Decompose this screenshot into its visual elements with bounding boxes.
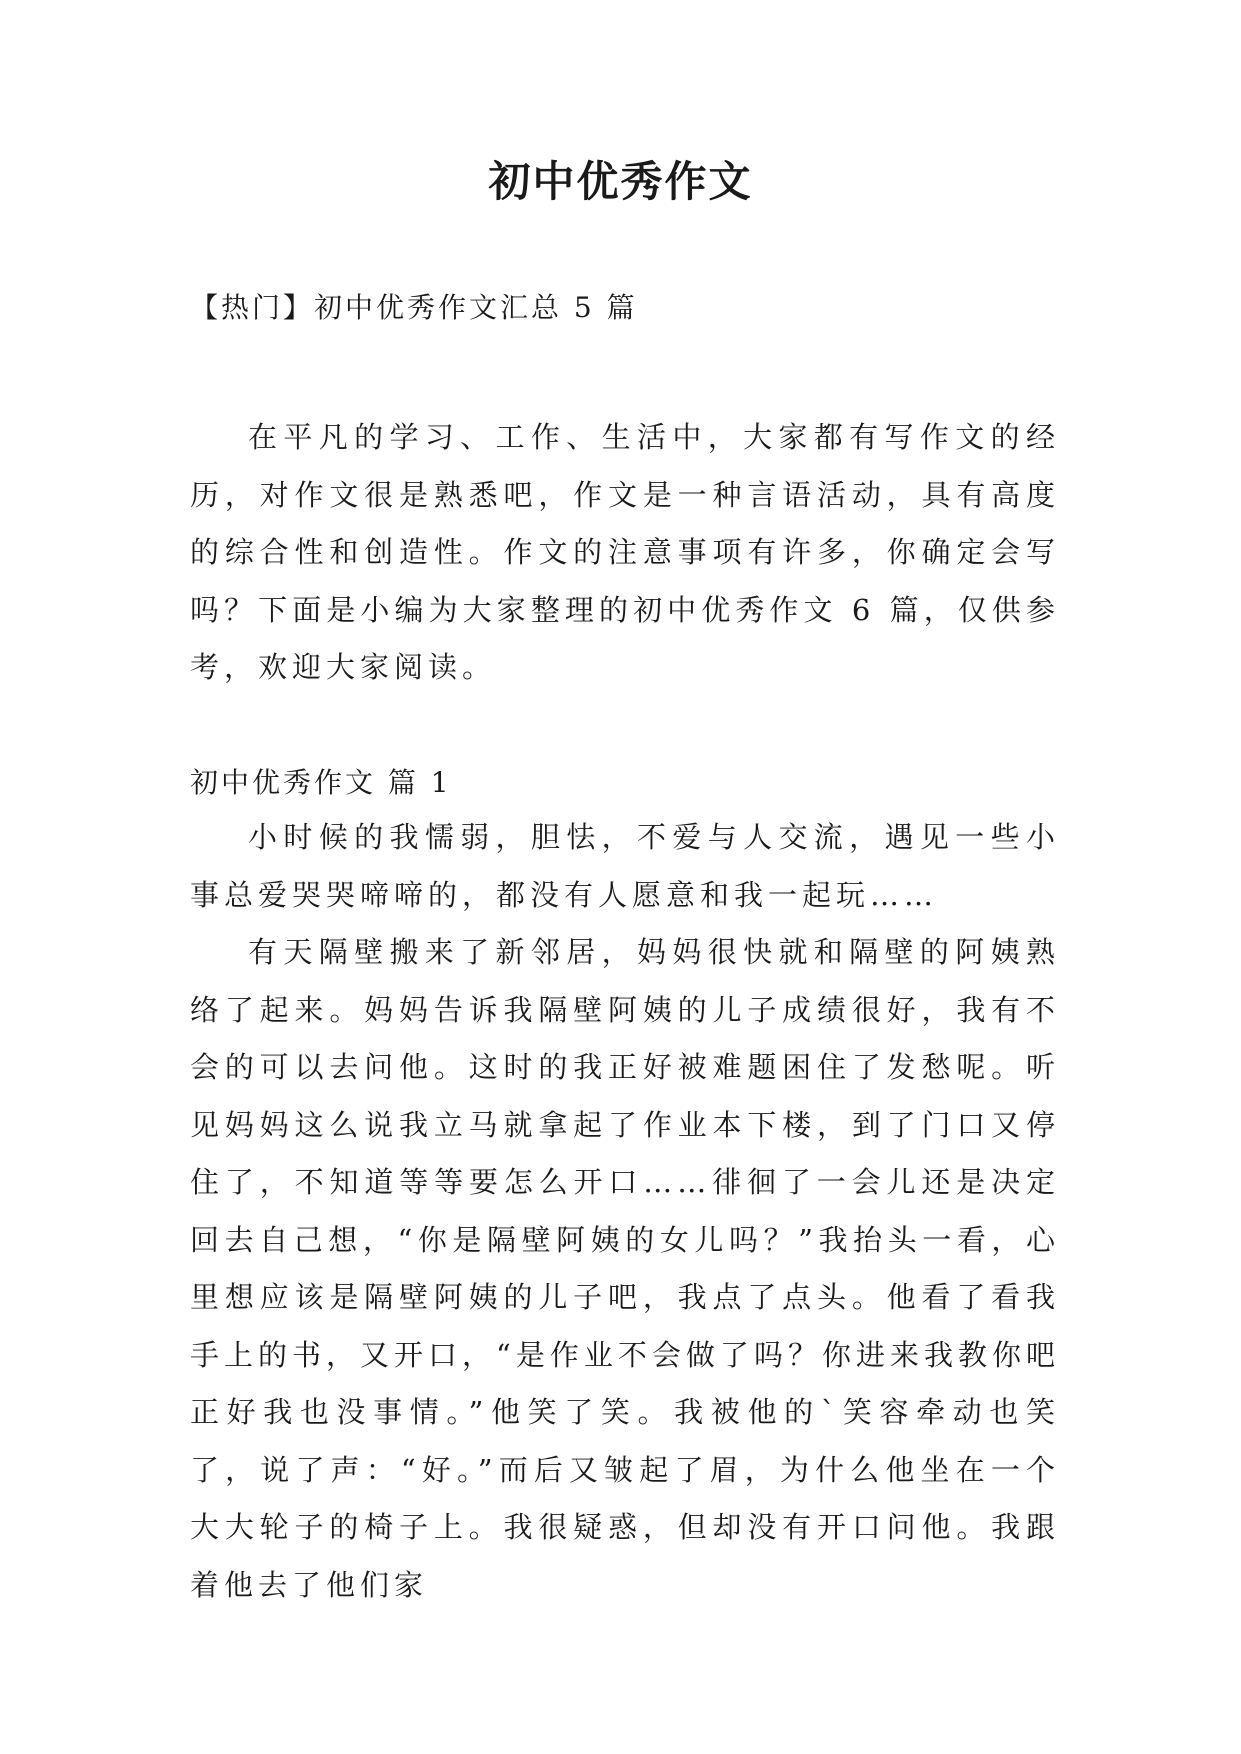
section-heading: 初中优秀作文 篇 1 [190,766,452,799]
intro-paragraph: 在平凡的学习、工作、生活中，大家都有写作文的经历，对作文很是熟悉吧，作文是一种言语活动，具有高度的综合性和创造性。作文的注意事项有许多，你确定会写吗？下面是小编为大家整理的初中优秀作文 6 篇，仅供参考，欢迎大家阅读。 [190,420,1060,684]
essay-paragraph-1: 小时候的我懦弱，胆怯，不爱与人交流，遇见一些小事总爱哭哭啼啼的，都没有人愿意和我一起玩…… [190,820,1060,912]
document-subtitle: 【热门】初中优秀作文汇总 5 篇 [190,291,638,324]
essay-paragraph-2: 有天隔壁搬来了新邻居，妈妈很快就和隔壁的阿姨熟络了起来。妈妈告诉我隔壁阿姨的儿子成绩很好，我有不会的可以去问他。这时的我正好被难题困住了发愁呢。听见妈妈这么说我立马就拿起了作业本下楼，到了门口又停住了，不知道等等要怎么开口……徘徊了一会儿还是决定回去自己想，“你是隔壁阿姨的女儿吗？”我抬头一看，心里想应该是隔壁阿姨的儿子吧，我点了点头。他看了看我手上的书，又开口，“是作业不会做了吗？你进来我教你吧正好我也没事情。”他笑了笑。我被他的`笑容牵动也笑了，说了声：“好。”而后又皱起了眉，为什么他坐在一个大大轮子的椅子上。我很疑惑，但却没有开口问他。我跟着他去了他们家 [190,935,1060,1602]
document-title: 初中优秀作文 [488,157,753,206]
